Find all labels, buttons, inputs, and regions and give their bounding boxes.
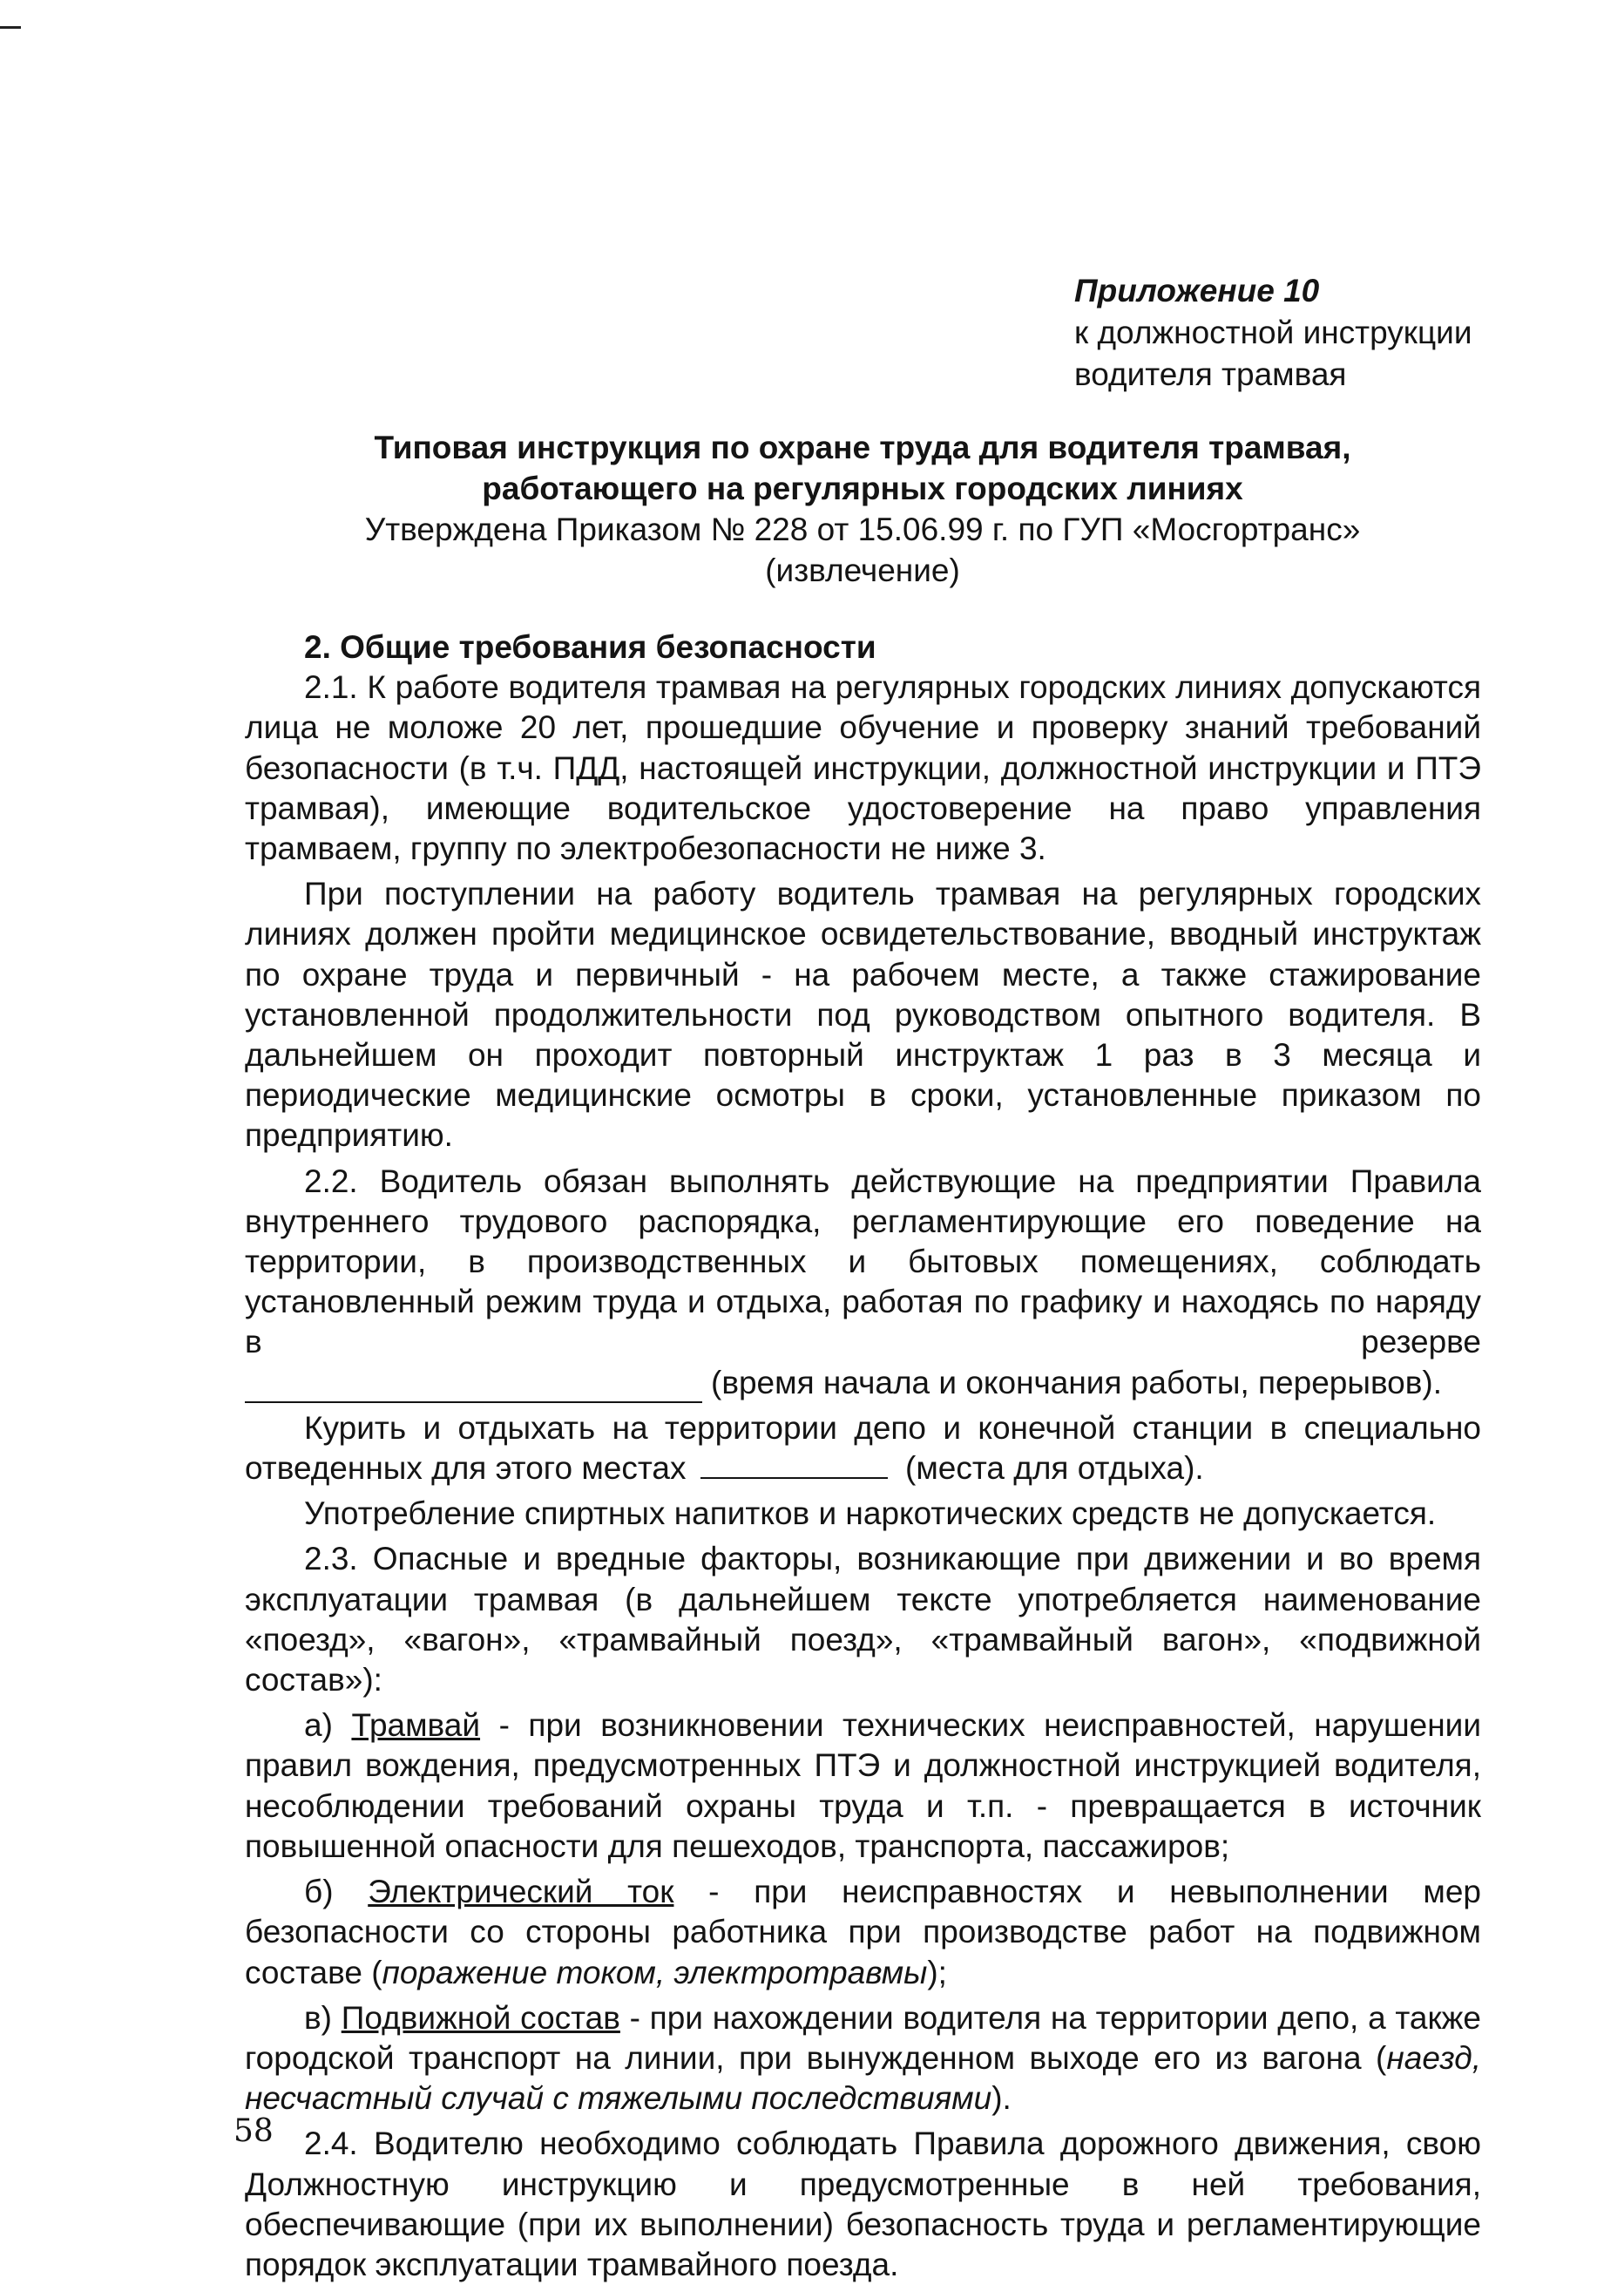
paragraph-2-1: 2.1. К работе водителя трамвая на регулярных городских линиях допускаются лица не моложе 20 лет, прошедшие обучение и проверку знаний требований безопасности (в т.ч. ПДД, настоящей инструкции, должностной инструкции и ПТЭ трамвая), имеющие водительское удостоверение на право управления трамваем, группу по электробезопасности не ниже 3. <box>245 669 1481 867</box>
page-number: 58 <box>233 2113 274 2149</box>
smoking-blank <box>700 1451 888 1479</box>
item-b-italic: поражение током, электротравмы <box>382 1954 928 1990</box>
schedule-blank <box>245 1375 702 1403</box>
item-b-end: ); <box>927 1954 947 1990</box>
section-title: 2. Общие требования безопасности <box>304 629 876 665</box>
document-body <box>245 627 1481 2285</box>
appendix-note <box>1074 270 1580 396</box>
smoking-hint: (места для отдыха). <box>905 1450 1204 1487</box>
corner-mark <box>0 26 21 29</box>
item-v <box>245 1998 1481 2119</box>
paragraph-alcohol: Употребление спиртных напитков и наркотических средств не допускается. <box>304 1495 1437 1532</box>
paragraph-2-3: 2.3. Опасные и вредные факторы, возникающие при движении и во время эксплуатации трамвая (в дальнейшем тексте употребляется наименование «поезд», «вагон», «трамвайный поезд», «трамвайный вагон», «подвижной состав»): <box>245 1541 1481 1698</box>
paragraph-smoking <box>245 1408 1481 1488</box>
smoking-text: Курить и отдыхать на территории депо и конечной станции в специально отведенных для этого местах <box>245 1409 1481 1487</box>
appendix-line-1: к должностной инструкции <box>1074 315 1472 350</box>
heading-extract: (извлечение) <box>765 553 960 588</box>
heading-title-line-2: работающего на регулярных городских линиях <box>482 471 1243 506</box>
item-b <box>245 1872 1481 1993</box>
document-heading <box>244 427 1481 591</box>
paragraph-2-2-text: 2.2. Водитель обязан выполнять действующие на предприятии Правила внутреннего трудового распорядка, регламентирующие его поведение на территории, в производственных и бытовых помещениях, соблюдать установленный режим труда и отдыха, работая по графику и находясь по наряду в резерве <box>245 1163 1481 1360</box>
item-v-term: Подвижной состав <box>341 1999 620 2036</box>
item-b-text: - при неисправностях и невыполнении мер безопасности со стороны работника при производстве работ на подвижном составе ( <box>245 1874 1482 1990</box>
item-v-end: ). <box>991 2080 1012 2117</box>
item-a-prefix: а) <box>304 1707 352 1744</box>
item-v-italic: наезд, несчастный случай с тяжелыми последствиями <box>245 2039 1481 2117</box>
paragraph-2-4: 2.4. Водителю необходимо соблюдать Правила дорожного движения, свою Должностную инструкцию и предусмотренные в ней требования, обеспечивающие (при их выполнении) безопасность труда и регламентирующие порядок эксплуатации трамвайного поезда. <box>245 2126 1481 2282</box>
schedule-line <box>245 1363 1481 1403</box>
item-b-term: Электрический ток <box>368 1874 674 1910</box>
heading-approved: Утверждена Приказом № 228 от 15.06.99 г. по ГУП «Мосгортранс» <box>364 512 1361 547</box>
heading-title-line-1: Типовая инструкция по охране труда для водителя трамвая, <box>374 430 1351 465</box>
paragraph-admission: При поступлении на работу водитель трамвая на регулярных городских линиях должен пройти медицинское освидетельствование, вводный инструктаж по охране труда и первичный - на рабочем месте, а также стажирование установленной продолжительности под руководством опытного водителя. В дальнейшем он проходит повторный инструктаж 1 раз в 3 месяца и периодические медицинские осмотры в сроки, установленные приказом по предприятию. <box>245 876 1481 1154</box>
item-v-text: - при нахождении водителя на территории депо, а также городской транспорт на линии, при вынужденном выходе его из вагона ( <box>245 1999 1481 2076</box>
item-v-prefix: в) <box>304 1999 342 2036</box>
item-a <box>245 1705 1481 1867</box>
item-b-prefix: б) <box>304 1874 369 1910</box>
paragraph-2-2 <box>245 1162 1481 1363</box>
appendix-line-2: водителя трамвая <box>1074 356 1347 392</box>
item-a-term: Трамвай <box>351 1707 481 1744</box>
item-a-text: - при возникновении технических неисправностей, нарушении правил вождения, предусмотренных ПТЭ и должностной инструкцией водителя, несоблюдении требований охраны труда и т.п. - превращается в источник повышенной опасности для пешеходов, транспорта, пассажиров; <box>245 1707 1481 1864</box>
schedule-hint: (время начала и окончания работы, перерывов). <box>711 1364 1443 1400</box>
appendix-title: Приложение 10 <box>1074 273 1320 309</box>
